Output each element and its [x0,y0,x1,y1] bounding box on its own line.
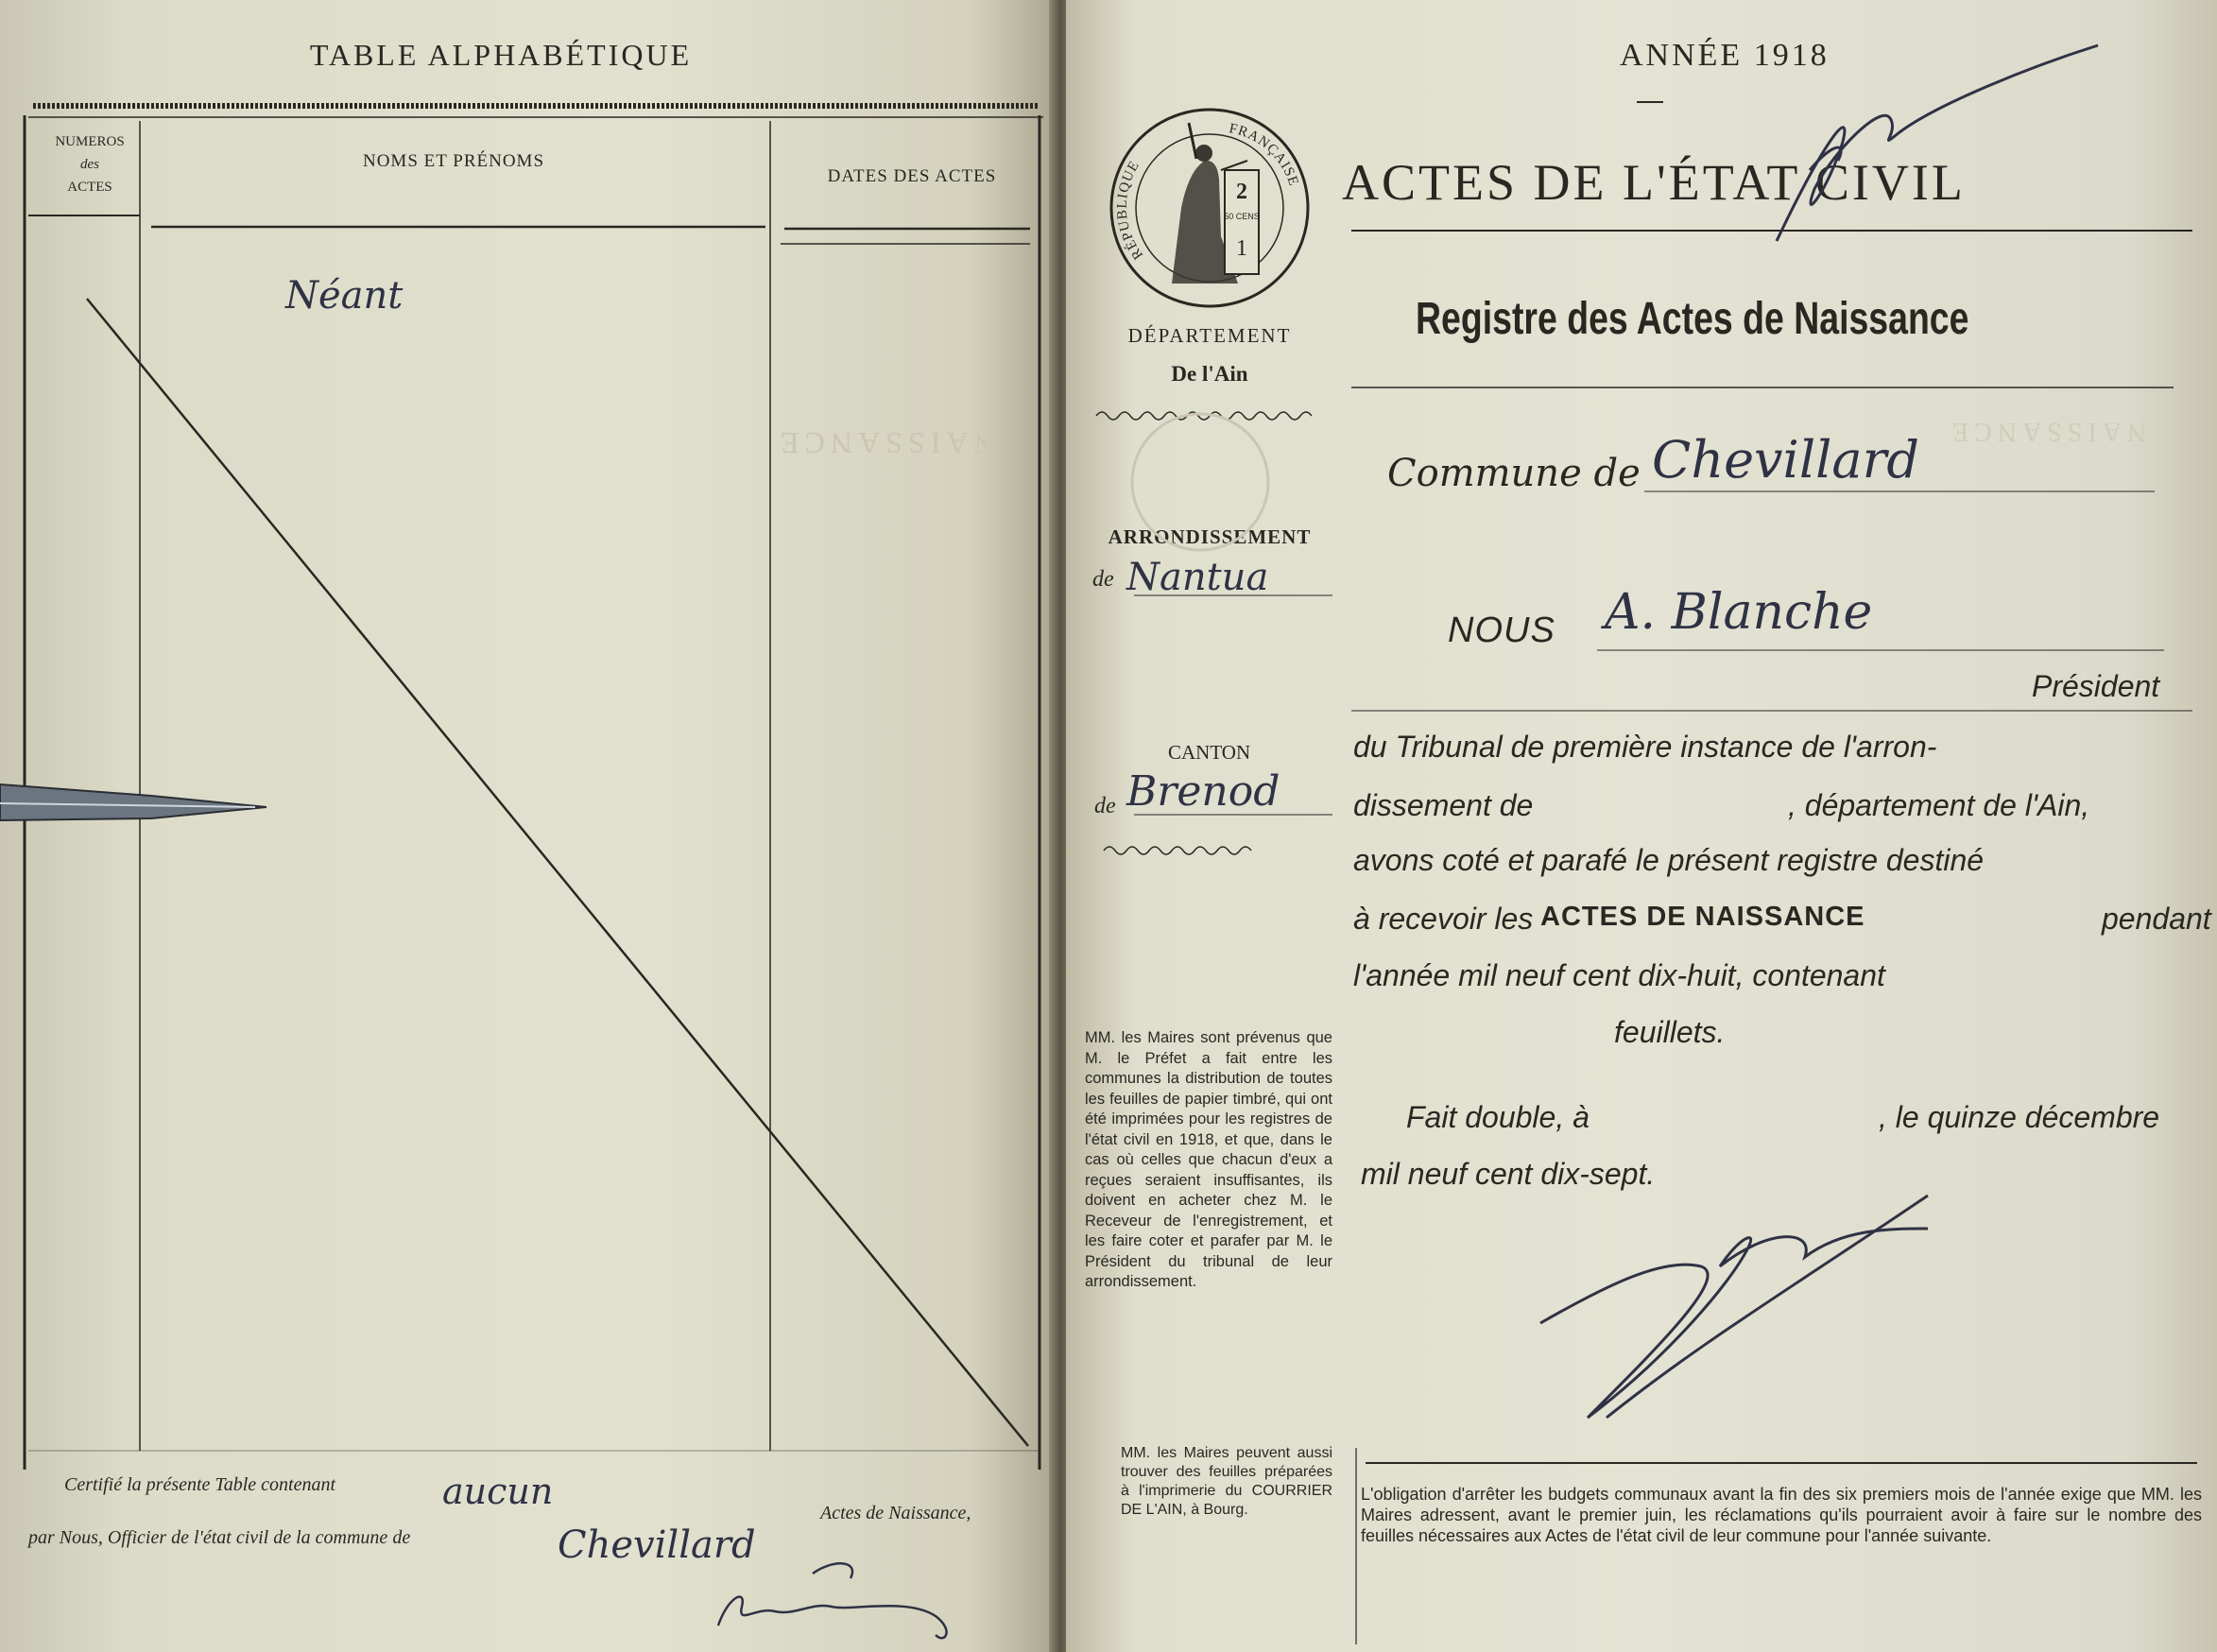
seal-stamp-value: 2 [1236,180,1247,204]
nous-label: NOUS [1448,611,1555,650]
year-heading: ANNÉE 1918 [1620,38,1830,73]
maires-notice-courrier: MM. les Maires peuvent aussi trouver des feuilles préparées à l'imprimerie du COURRIER DE L'AIN, à Bourg. [1121,1445,1332,1518]
text-line-3: avons coté et parafé le présent registre destiné [1353,843,1985,877]
seal-text-left: RÉPUBLIQUE [1114,158,1147,263]
text-line-1: du Tribunal de première instance de l'arron- [1353,730,1937,764]
header-numeros-line2: des [80,157,99,172]
canton-de: de [1094,794,1116,818]
certification-count-handwritten: aucun [442,1471,554,1512]
seal-stamp-unit: 50 CENS [1224,212,1260,221]
text-fait: Fait double, à [1406,1100,1590,1134]
seal-text-right: FRANÇAISE [1228,121,1301,189]
commune-label: Commune de [1387,452,1641,495]
header-noms: NOMS ET PRÉNOMS [362,151,545,171]
header-dates: DATES DES ACTES [827,166,997,186]
certification-actes: Actes de Naissance, [820,1503,971,1523]
table-frame [0,0,1019,1370]
republic-seal-icon [1106,104,1314,312]
departement-value: De l'Ain [1171,362,1248,386]
text-line-6: feuillets. [1614,1015,1726,1049]
certification-line2: par Nous, Officier de l'état civil de la commune de [28,1527,411,1548]
text-line-4a: à recevoir les [1353,902,1534,936]
text-line-5: l'année mil neuf cent dix-huit, contenant [1353,958,1885,992]
header-numeros-line3: ACTES [67,180,112,195]
bleed-through-text: NAISSANCE [775,426,996,460]
maires-notice: MM. les Maires sont prévenus que M. le Préfet a fait entre les communes la distribution de toutes les feuilles de papier timbré, qui ont été imprimées pour les registres de l'état civil en 1918, et que, dans le cas où celles que chacun d'eux a reçues seraient insuffisantes, ils doivent en acheter chez M. le Receveur de l'enregistrement, et les faire coter et parafer par M. le Président du tribunal de leur arrondissement. [1085,1029,1332,1290]
text-mil: mil neuf cent dix-sept. [1361,1157,1656,1191]
departement-label: DÉPARTEMENT [1127,324,1292,347]
actes-title: ACTES DE L'ÉTAT CIVIL [1342,154,1966,211]
text-line-4b: ACTES DE NAISSANCE [1540,902,1865,932]
header-numeros-line1: NUMEROS [55,134,125,149]
arrondissement-value-handwritten: Nantua [1126,556,1269,599]
registre-title: Registre des Actes de Naissance [1416,294,1969,344]
arrondissement-de: de [1092,567,1114,592]
entry-handwritten-neant: Néant [285,274,404,318]
nous-value-handwritten: A. Blanche [1605,584,1873,641]
text-line-2b: , département de l'Ain, [1788,788,2090,822]
bleed-through-text-right: NAISSANCE [1947,417,2147,446]
text-fait-date: , le quinze décembre [1879,1100,2160,1134]
certification-line1: Certifié la présente Table contenant [64,1474,336,1495]
certification-commune-handwritten: Chevillard [558,1523,756,1567]
table-title: TABLE ALPHABÉTIQUE [309,38,693,72]
text-line-2: dissement de [1353,788,1534,822]
text-line-4c: pendant [2102,902,2211,936]
seal-stamp-sub: 1 [1236,236,1247,261]
left-page [0,0,1057,1652]
canton-label: CANTON [1168,741,1251,764]
arrondissement-label: ARRONDISSEMENT [1108,525,1312,548]
header-numeros [28,130,151,198]
text-president: Président [2032,669,2160,703]
canton-value-handwritten: Brenod [1126,767,1280,816]
commune-value-handwritten: Chevillard [1652,430,1919,490]
budget-notice: L'obligation d'arrêter les budgets communaux avant la fin des six premiers mois de l'année exige que MM. les Maires adressent, avant le premier juin, les réclamations qu'ils pourraient avoir à faire sur le nombre des feuilles nécessaires aux Actes de l'état civil de leur commune pour l'année suivante. [1361,1485,2202,1545]
